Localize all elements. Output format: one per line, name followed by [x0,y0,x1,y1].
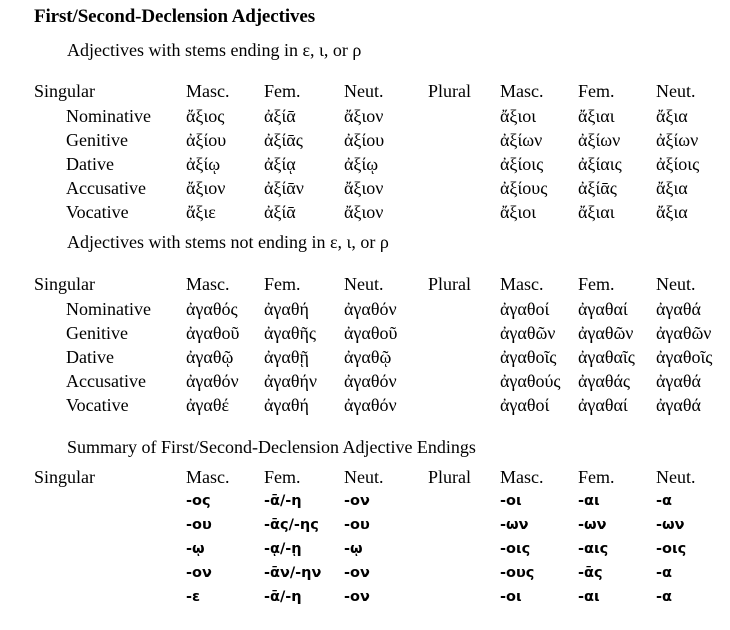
form-pl-masc: ἀγαθοῖς [500,347,557,367]
form-sg-masc: ἀξίου [186,130,227,150]
table-header-row [34,275,712,300]
case-label-blank [34,566,186,590]
case-label: Nominative [66,106,151,126]
summary-caption: Summary of First/Second-Declension Adjective Endings [67,437,476,457]
header-sg-fem: Fem. [264,467,301,487]
case-label-blank [34,518,186,542]
case-label: Accusative [66,178,146,198]
header-sg-masc: Masc. [186,274,230,294]
form-sg-neut: ἀγαθοῦ [344,323,398,343]
header-pl-fem: Fem. [578,467,615,487]
spacer-cell [428,155,500,179]
form-pl-neut: ἄξια [656,178,688,198]
header-singular: Singular [34,81,95,101]
header-pl-neut: Neut. [656,81,696,101]
form-sg-masc: ἀγαθῷ [186,347,234,367]
case-label: Genitive [66,323,128,343]
form-sg-fem: ἀξίᾱν [264,178,304,198]
table-row [34,300,712,324]
form-sg-masc: ἄξιος [186,106,225,126]
spacer-cell [428,518,500,542]
form-sg-fem: ἀξίᾱς [264,130,303,150]
form-sg-neut: ἄξιον [344,202,384,222]
header-pl-fem: Fem. [578,81,615,101]
header-pl-masc: Masc. [500,467,544,487]
spacer-cell [428,203,500,227]
table-row [34,324,712,348]
table-row [34,396,712,420]
header-plural: Plural [428,467,471,487]
form-pl-neut: ἀξίων [656,130,699,150]
form-pl-masc: ἀξίοις [500,154,544,174]
form-pl-masc: ἀγαθοί [500,299,550,319]
header-singular: Singular [34,467,95,487]
ending-sg-fem: -ᾱ/-η [264,589,302,605]
ending-pl-fem: -αι [578,493,600,509]
table-row [34,518,696,542]
form-pl-masc: ἀξίους [500,178,548,198]
form-pl-fem: ἀξίαις [578,154,622,174]
table-row [34,348,712,372]
form-sg-fem: ἀγαθῆς [264,323,316,343]
ending-pl-neut: -α [656,493,672,509]
form-sg-fem: ἀγαθῇ [264,347,309,367]
section-caption-2: Adjectives with stems not ending in ε, ι, or ρ [67,232,389,252]
ending-pl-masc: -οι [500,589,522,605]
header-pl-fem: Fem. [578,274,615,294]
ending-sg-neut: -ῳ [344,541,363,557]
ending-pl-neut: -α [656,589,672,605]
form-pl-masc: ἀγαθοί [500,395,550,415]
ending-pl-neut: -α [656,565,672,581]
form-pl-masc: ἄξιοι [500,202,537,222]
form-sg-masc: ἀξίῳ [186,154,221,174]
ending-sg-masc: -ῳ [186,541,205,557]
spacer-cell [428,131,500,155]
case-label: Accusative [66,371,146,391]
ending-pl-neut: -οις [656,541,687,557]
ending-sg-neut: -ον [344,493,370,509]
ending-sg-neut: -ον [344,589,370,605]
table-row [34,372,712,396]
table-header-row [34,82,699,107]
form-pl-fem: ἄξιαι [578,202,615,222]
table-header-row [34,468,696,494]
ending-pl-masc: -ων [500,517,529,533]
ending-sg-neut: -ου [344,517,370,533]
header-pl-neut: Neut. [656,467,696,487]
ending-sg-masc: -ον [186,565,212,581]
ending-sg-fem: -ᾳ/-ῃ [264,541,302,557]
table-row [34,155,699,179]
ending-pl-masc: -οις [500,541,531,557]
form-sg-neut: ἀγαθόν [344,395,397,415]
case-label: Nominative [66,299,151,319]
form-sg-fem: ἀξίᾱ [264,202,296,222]
form-sg-fem: ἀγαθή [264,395,309,415]
form-sg-masc: ἀγαθός [186,299,238,319]
form-sg-masc: ἀγαθέ [186,395,229,415]
spacer-cell [428,396,500,420]
summary-endings-table [34,468,696,614]
ending-pl-fem: -ων [578,517,607,533]
spacer-cell [428,494,500,518]
form-pl-neut: ἀγαθά [656,395,701,415]
form-sg-neut: ἀγαθόν [344,299,397,319]
form-sg-neut: ἀγαθόν [344,371,397,391]
form-sg-neut: ἀξίῳ [344,154,379,174]
form-sg-fem: ἀξίᾱ [264,106,296,126]
spacer-cell [428,348,500,372]
spacer-cell [428,590,500,614]
spacer-cell [428,179,500,203]
ending-sg-fem: -ᾱν/-ην [264,565,322,581]
ending-pl-fem: -ᾱς [578,565,603,581]
form-sg-fem: ἀξίᾳ [264,154,296,174]
ending-sg-masc: -ε [186,589,201,605]
header-pl-masc: Masc. [500,274,544,294]
header-pl-neut: Neut. [656,274,696,294]
header-pl-masc: Masc. [500,81,544,101]
spacer-cell [428,542,500,566]
header-sg-neut: Neut. [344,467,384,487]
form-pl-fem: ἀγαθαί [578,299,628,319]
ending-sg-fem: -ᾱ/-η [264,493,302,509]
form-pl-neut: ἀγαθῶν [656,323,712,343]
header-sg-neut: Neut. [344,274,384,294]
ending-pl-masc: -οι [500,493,522,509]
form-sg-neut: ἄξιον [344,106,384,126]
header-sg-fem: Fem. [264,81,301,101]
ending-pl-masc: -ους [500,565,535,581]
header-sg-masc: Masc. [186,467,230,487]
ending-sg-masc: -ος [186,493,211,509]
table-row [34,107,699,131]
table-row [34,203,699,227]
header-sg-masc: Masc. [186,81,230,101]
form-pl-fem: ἀγαθαῖς [578,347,635,367]
form-pl-neut: ἀγαθά [656,299,701,319]
form-pl-neut: ἀγαθά [656,371,701,391]
form-sg-masc: ἄξιε [186,202,216,222]
form-pl-masc: ἄξιοι [500,106,537,126]
form-sg-masc: ἄξιον [186,178,226,198]
header-sg-neut: Neut. [344,81,384,101]
header-sg-fem: Fem. [264,274,301,294]
case-label: Vocative [66,395,129,415]
form-pl-fem: ἀγαθῶν [578,323,634,343]
form-pl-fem: ἀγαθάς [578,371,630,391]
form-pl-neut: ἄξια [656,106,688,126]
spacer-cell [428,324,500,348]
form-pl-fem: ἀξίᾱς [578,178,617,198]
table-row [34,590,696,614]
header-plural: Plural [428,81,471,101]
form-sg-neut: ἀγαθῷ [344,347,392,367]
form-pl-neut: ἄξια [656,202,688,222]
form-pl-masc: ἀγαθῶν [500,323,556,343]
case-label: Genitive [66,130,128,150]
table-row [34,542,696,566]
spacer-cell [428,300,500,324]
section-caption-1: Adjectives with stems ending in ε, ι, or ρ [67,40,362,60]
form-sg-neut: ἄξιον [344,178,384,198]
case-label: Dative [66,347,114,367]
form-sg-fem: ἀγαθήν [264,371,317,391]
form-pl-neut: ἀγαθοῖς [656,347,713,367]
spacer-cell [428,566,500,590]
form-sg-neut: ἀξίου [344,130,385,150]
header-plural: Plural [428,274,471,294]
case-label-blank [34,542,186,566]
header-singular: Singular [34,274,95,294]
ending-pl-neut: -ων [656,517,685,533]
form-pl-masc: ἀγαθούς [500,371,561,391]
form-sg-fem: ἀγαθή [264,299,309,319]
case-label: Dative [66,154,114,174]
ending-sg-masc: -ου [186,517,212,533]
form-pl-fem: ἄξιαι [578,106,615,126]
spacer-cell [428,107,500,131]
table-row [34,131,699,155]
ending-sg-fem: -ᾱς/-ης [264,517,319,533]
form-pl-fem: ἀξίων [578,130,621,150]
form-sg-masc: ἀγαθοῦ [186,323,240,343]
paradigm-table-2 [34,275,712,420]
page-title: First/Second-Declension Adjectives [34,6,316,27]
table-row [34,494,696,518]
case-label: Vocative [66,202,129,222]
table-row [34,179,699,203]
form-sg-masc: ἀγαθόν [186,371,239,391]
form-pl-fem: ἀγαθαί [578,395,628,415]
case-label-blank [34,590,186,614]
ending-pl-fem: -αις [578,541,609,557]
table-row [34,566,696,590]
ending-pl-fem: -αι [578,589,600,605]
spacer-cell [428,372,500,396]
ending-sg-neut: -ον [344,565,370,581]
paradigm-table-1 [34,82,699,227]
form-pl-masc: ἀξίων [500,130,543,150]
case-label-blank [34,494,186,518]
form-pl-neut: ἀξίοις [656,154,700,174]
